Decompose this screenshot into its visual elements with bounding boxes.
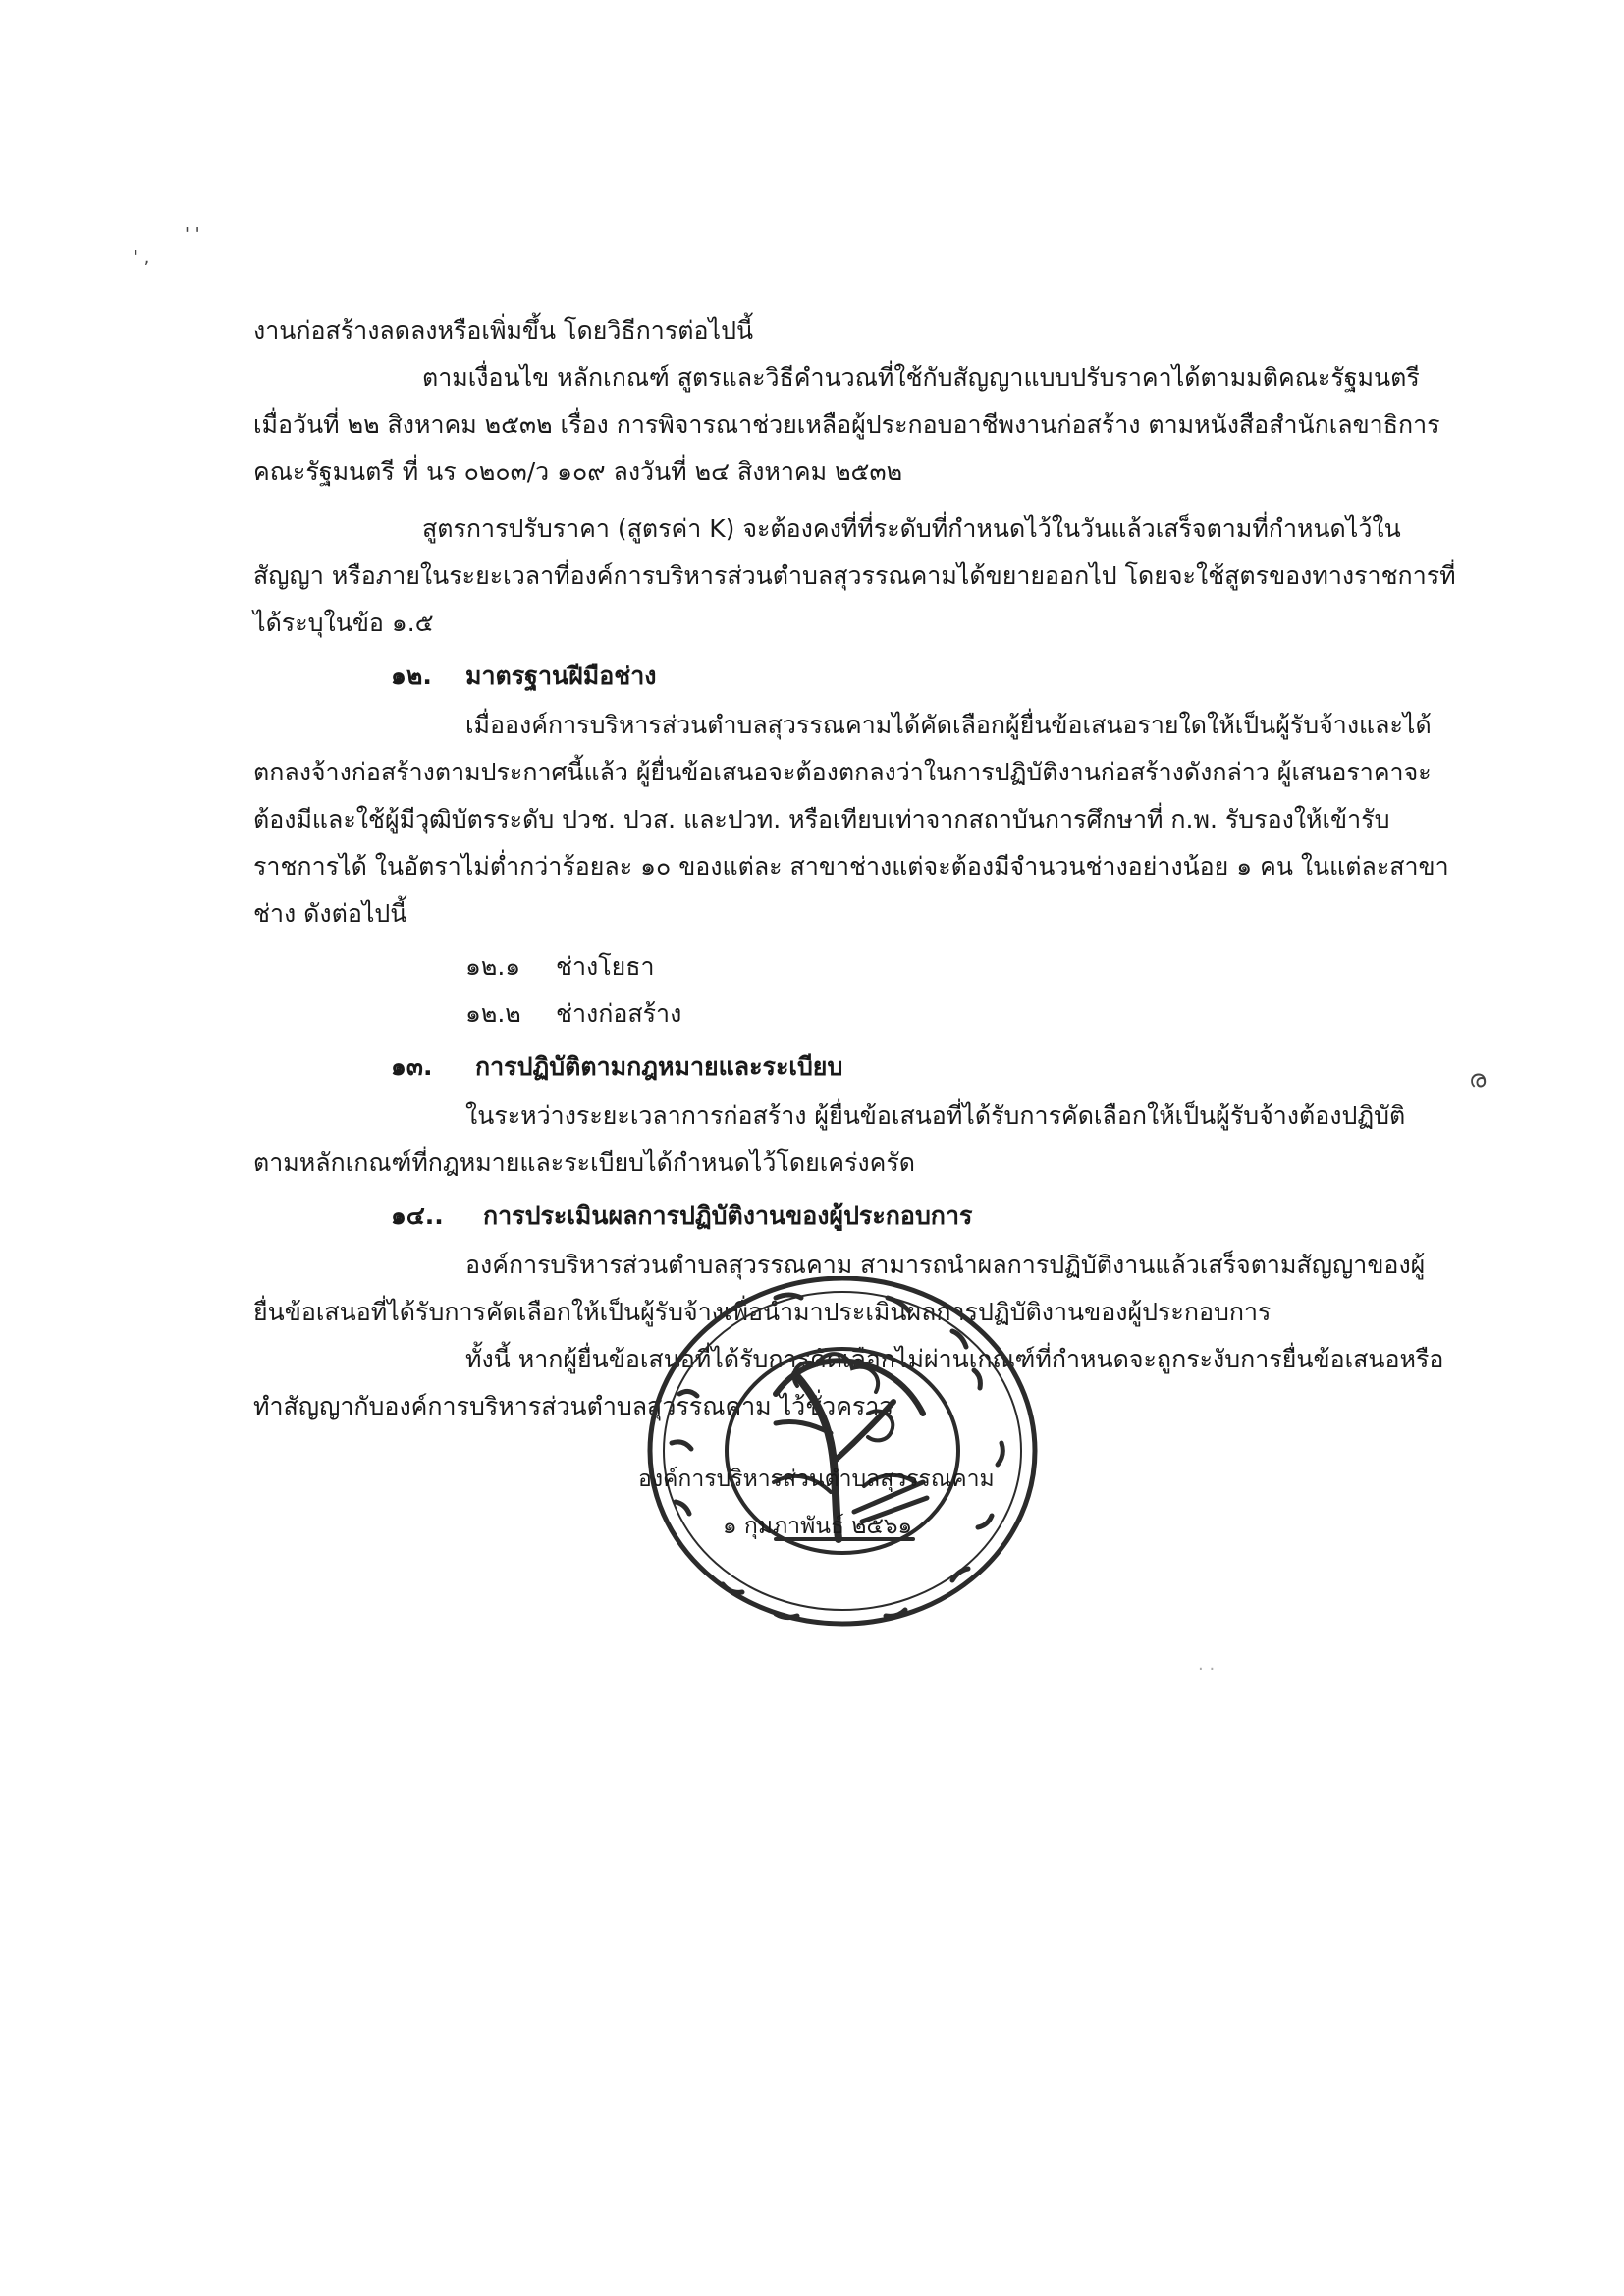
section-13-line-1: ในระหว่างระยะเวลาการก่อสร้าง ผู้ยื่นข้อเสนอที่ได้รับการคัดเลือกให้เป็นผู้รับจ้างต้องปฏิบัติ — [465, 1101, 1406, 1130]
section-12-line-5: ช่าง ดังต่อไปนี้ — [253, 899, 407, 928]
section-12-line-2: ตกลงจ้างก่อสร้างตามประกาศนี้แล้ว ผู้ยื่นข้อเสนอจะต้องตกลงว่าในการปฏิบัติงานก่อสร้างดังกล่าว ผู้เสนอราคาจะ — [253, 758, 1432, 786]
section-12-item-label: ช่างก่อสร้าง — [556, 999, 682, 1028]
intro-line-7: ได้ระบุในข้อ ๑.๕ — [253, 609, 434, 637]
section-14-heading: การประเมินผลการปฏิบัติงานของผู้ประกอบการ — [483, 1201, 973, 1230]
signature-org-name: องค์การบริหารส่วนตำบลสุวรรณคาม — [638, 1467, 995, 1492]
intro-line-1: งานก่อสร้างลดลงหรือเพิ่มขึ้น โดยวิธีการต่อไปนี้ — [253, 316, 754, 345]
intro-line-2: ตามเงื่อนไข หลักเกณฑ์ สูตรและวิธีคำนวณที่ใช้กับสัญญาแบบปรับราคาได้ตามมติคณะรัฐมนตรี — [422, 363, 1420, 392]
intro-line-5: สูตรการปรับราคา (สูตรค่า K) จะต้องคงที่ที่ระดับที่กำหนดไว้ในวันแล้วเสร็จตามที่กำหนดไว้ใน — [422, 514, 1401, 543]
section-14-line-1: องค์การบริหารส่วนตำบลสุวรรณคาม สามารถนำผลการปฏิบัติงานแล้วเสร็จตามสัญญาของผู้ — [465, 1251, 1426, 1279]
section-12-item-label: ช่างโยธา — [556, 952, 655, 981]
section-12-line-4: ราชการได้ ในอัตราไม่ต่ำกว่าร้อยละ ๑๐ ของแต่ละ สาขาช่างแต่จะต้องมีจำนวนช่างอย่างน้อย ๑ คน ในแต่ละสาขา — [253, 852, 1449, 881]
section-13-number: ๑๓. — [391, 1052, 433, 1081]
section-12-heading: มาตรฐานฝีมือช่าง — [465, 662, 657, 690]
signature-date: ๑ กุมภาพันธ์ ๒๕๖๑ — [723, 1514, 913, 1539]
section-14-line-4: ทำสัญญากับองค์การบริหารส่วนตำบลสุวรรณคาม ไว้ชั่วคราว — [253, 1392, 893, 1420]
scan-speck-faint: · · — [1198, 1659, 1216, 1680]
intro-line-4: คณะรัฐมนตรี ที่ นร ๐๒๐๓/ว ๑๐๙ ลงวันที่ ๒๔ สิงหาคม ๒๕๓๒ — [253, 457, 903, 486]
section-14-number: ๑๔.. — [391, 1201, 444, 1230]
section-12-item-number: ๑๒.๒ — [465, 999, 521, 1028]
section-12-number: ๑๒. — [391, 662, 432, 690]
section-12-line-3: ต้องมีและใช้ผู้มีวุฒิบัตรระดับ ปวช. ปวส. และปวท. หรือเทียบเท่าจากสถาบันการศึกษาที่ ก.พ. รับรองให้เข้ารับ — [253, 805, 1390, 833]
section-12-line-1: เมื่อองค์การบริหารส่วนตำบลสุวรรณคามได้คัดเลือกผู้ยื่นข้อเสนอรายใดให้เป็นผู้รับจ้างและได้ — [465, 711, 1432, 739]
scan-speck-top: ' ' — [185, 224, 200, 244]
section-12-item-number: ๑๒.๑ — [465, 952, 521, 981]
section-14-line-3: ทั้งนี้ หากผู้ยื่นข้อเสนอที่ได้รับการคัดเลือกไม่ผ่านเกณฑ์ที่กำหนดจะถูกระงับการยื่นข้อเสนอหรือ — [465, 1345, 1444, 1373]
scan-speck-left: ' , — [134, 247, 150, 268]
section-13-heading: การปฏิบัติตามกฎหมายและระเบียบ — [475, 1052, 843, 1081]
section-13-line-2: ตามหลักเกณฑ์ที่กฎหมายและระเบียบได้กำหนดไว้โดยเคร่งครัด — [253, 1148, 916, 1177]
intro-line-3: เมื่อวันที่ ๒๒ สิงหาคม ๒๕๓๒ เรื่อง การพิจารณาช่วยเหลือผู้ประกอบอาชีพงานก่อสร้าง ตามหนังสือสำนักเลขาธิการ — [253, 410, 1440, 439]
scan-speck-margin: ര — [1469, 1065, 1487, 1093]
section-14-line-2: ยื่นข้อเสนอที่ได้รับการคัดเลือกให้เป็นผู้รับจ้างเพื่อนำมาประเมินผลการปฏิบัติงานของผู้ประกอบการ — [253, 1298, 1272, 1326]
intro-line-6: สัญญา หรือภายในระยะเวลาที่องค์การบริหารส่วนตำบลสุวรรณคามได้ขยายออกไป โดยจะใช้สูตรของทางราชการที่ — [253, 561, 1456, 590]
